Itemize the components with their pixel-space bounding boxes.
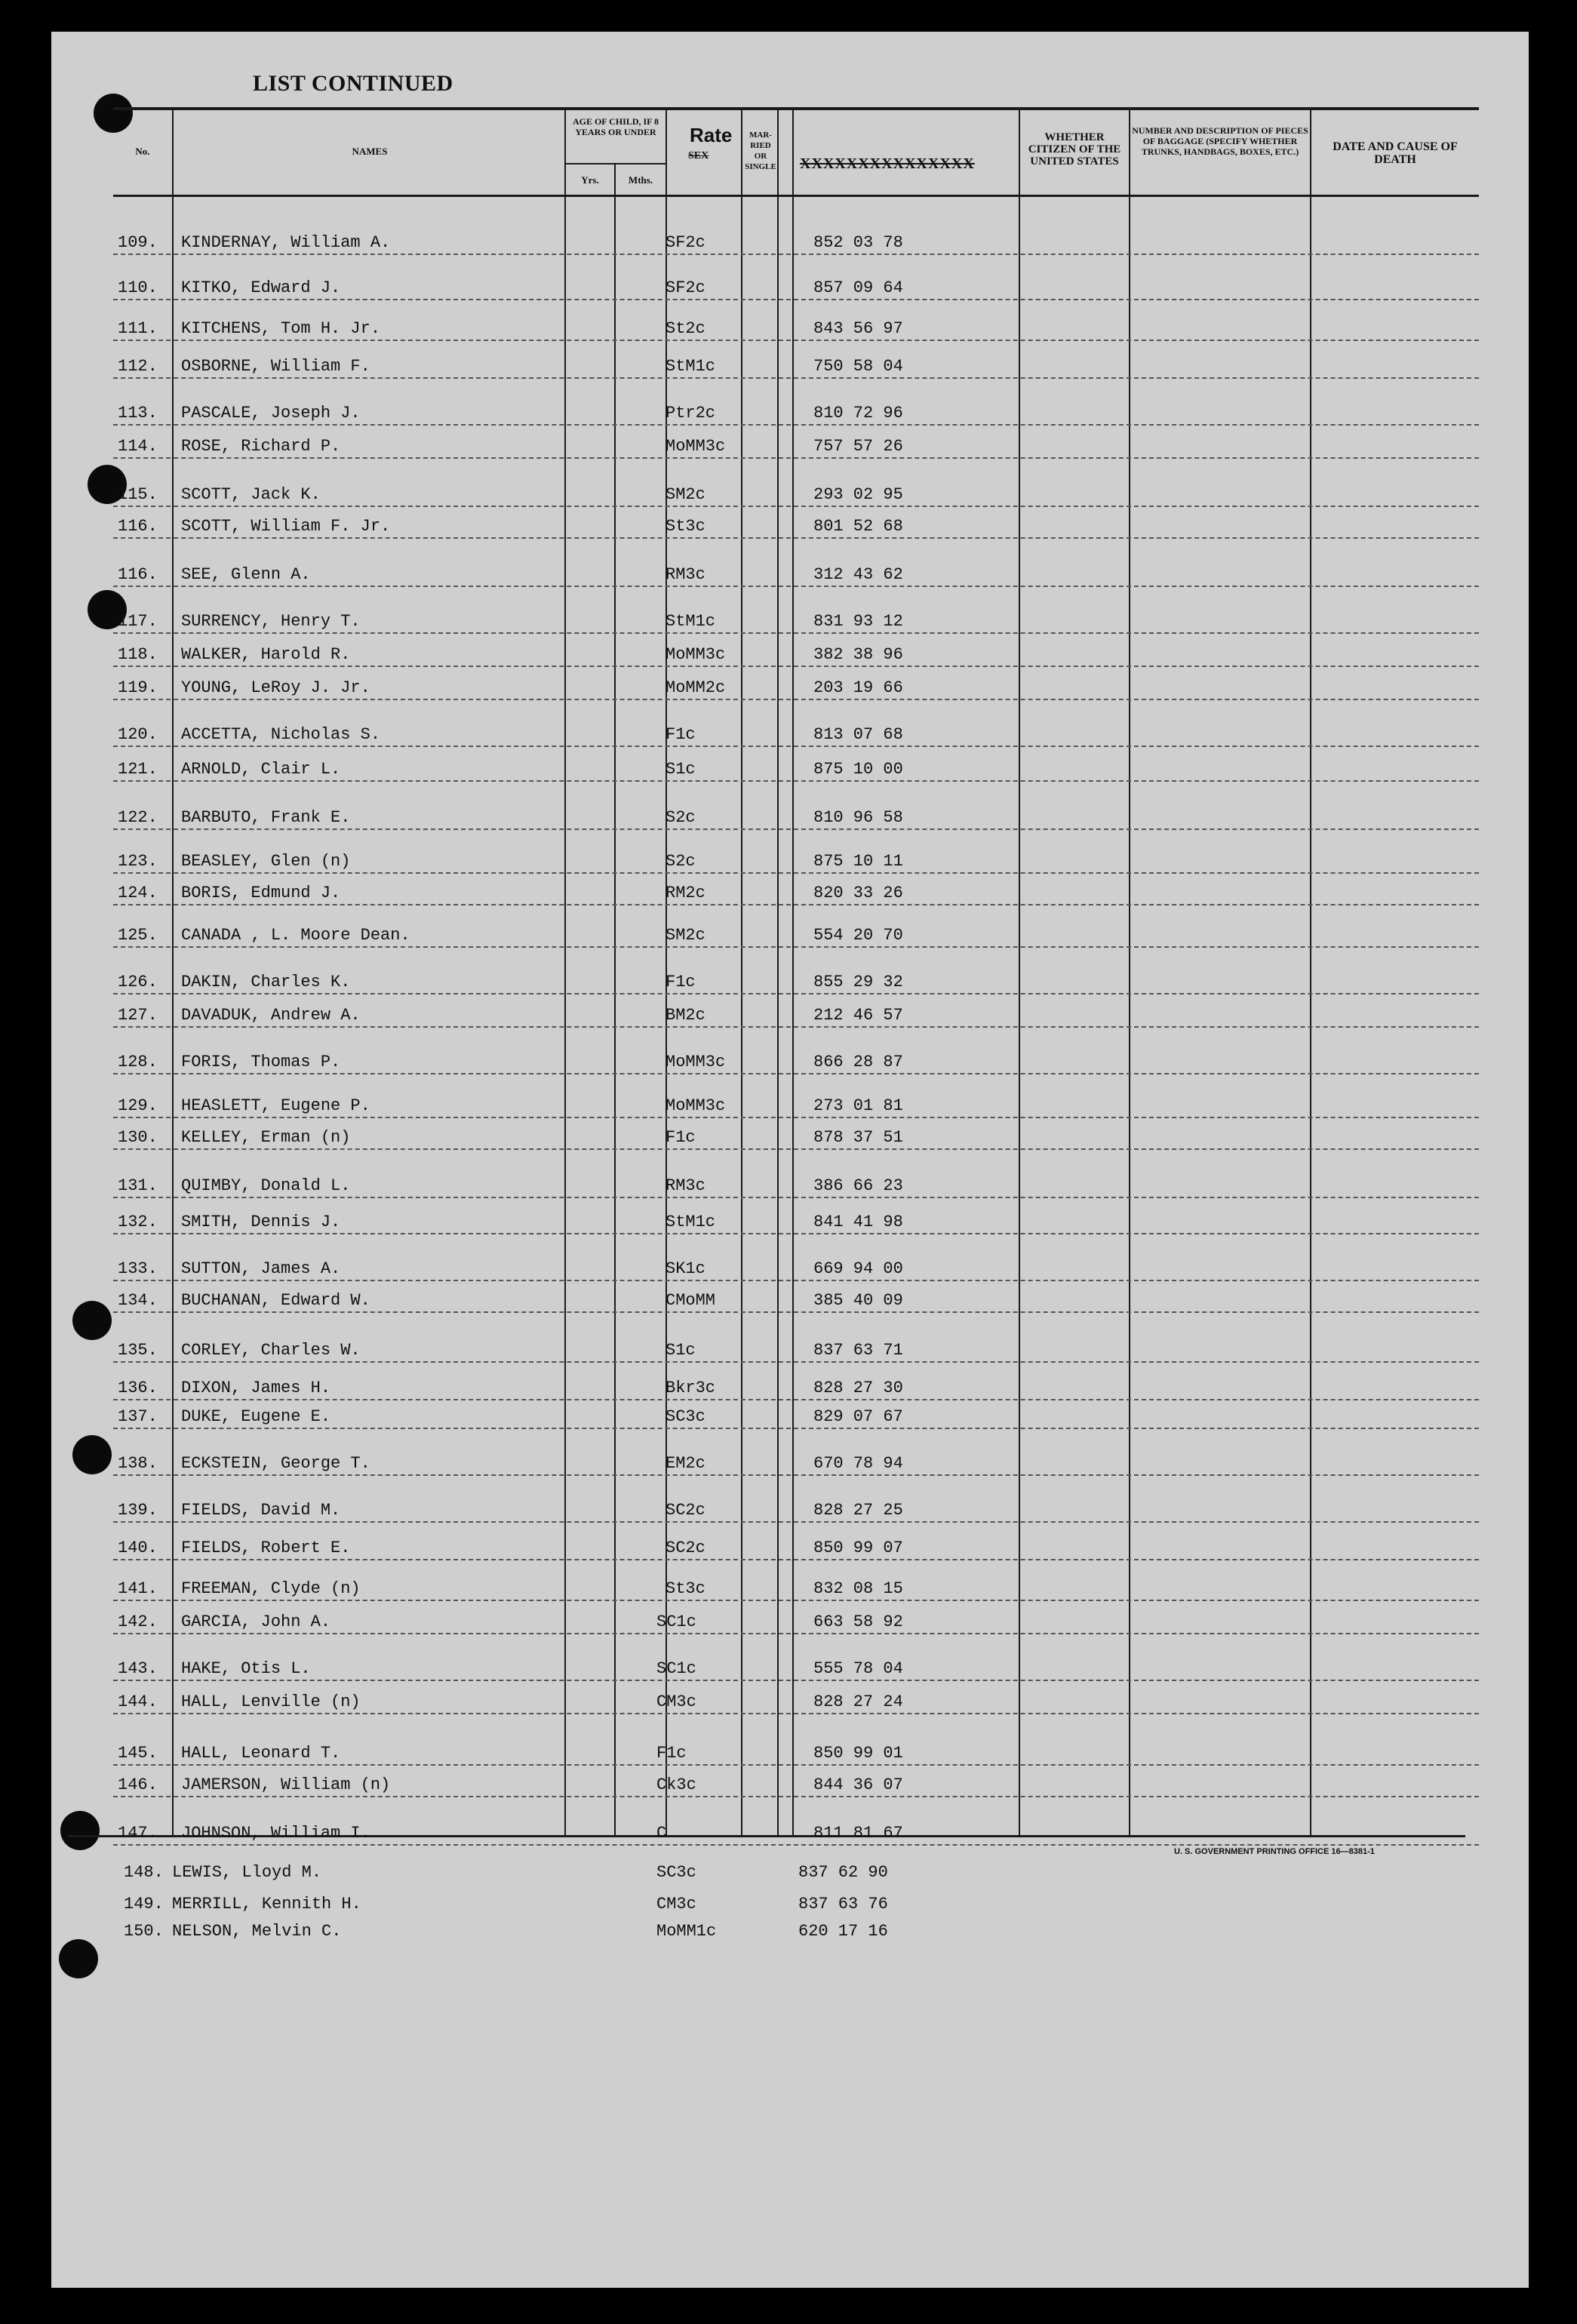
row-dotted-line	[113, 377, 1479, 379]
row-rate: Bkr3c	[666, 1379, 716, 1397]
row-rate: CM3c	[656, 1895, 696, 1914]
row-name: BARBUTO, Frank E.	[181, 808, 351, 827]
row-dotted-line	[113, 586, 1479, 587]
row-rate: CM3c	[656, 1692, 696, 1711]
row-dotted-line	[113, 1026, 1479, 1028]
row-service-number: 866 28 87	[813, 1053, 903, 1071]
row-name: FIELDS, David M.	[181, 1501, 341, 1520]
row-service-number: 386 66 23	[813, 1176, 903, 1195]
row-dotted-line	[113, 1474, 1479, 1476]
row-rate: EM2c	[666, 1454, 706, 1473]
row-rate: F1c	[666, 725, 696, 744]
row-name: SCOTT, Jack K.	[181, 485, 321, 504]
header-years: Yrs.	[581, 174, 599, 186]
row-number: 143.	[118, 1659, 158, 1678]
row-number: 129.	[118, 1096, 158, 1115]
row-dotted-line	[113, 699, 1479, 700]
row-service-number: 811 81 67	[813, 1824, 903, 1843]
row-name: SEE, Glenn A.	[181, 565, 311, 584]
row-service-number: 212 46 57	[813, 1006, 903, 1025]
header-no: No.	[135, 146, 150, 157]
row-dotted-line	[113, 1073, 1479, 1074]
row-number: 116.	[118, 565, 158, 584]
header-age-of-child: AGE OF CHILD, IF 8 YEARS OR UNDER	[572, 116, 659, 137]
row-service-number: 841 41 98	[813, 1213, 903, 1231]
row-number: 148.	[124, 1863, 164, 1882]
row-number: 144.	[118, 1692, 158, 1711]
table-top-border	[113, 107, 1479, 110]
row-service-number: 857 09 64	[813, 278, 903, 297]
row-name: PASCALE, Joseph J.	[181, 404, 361, 423]
row-number: 111.	[118, 319, 158, 338]
row-service-number: 837 62 90	[798, 1863, 888, 1882]
row-rate: MoMM2c	[666, 678, 726, 697]
row-service-number: 382 38 96	[813, 645, 903, 664]
punch-hole	[72, 1301, 112, 1340]
row-name: OSBORNE, William F.	[181, 357, 370, 376]
row-service-number: 831 93 12	[813, 612, 903, 631]
row-number: 122.	[118, 808, 158, 827]
row-number: 113.	[118, 404, 158, 423]
row-name: QUIMBY, Donald L.	[181, 1176, 351, 1195]
row-name: NELSON, Melvin C.	[172, 1922, 342, 1941]
punch-hole	[72, 1435, 112, 1474]
row-dotted-line	[113, 1399, 1479, 1400]
row-number: 123.	[118, 852, 158, 871]
row-dotted-line	[113, 1428, 1479, 1429]
row-dotted-line	[113, 1680, 1479, 1681]
row-name: HEASLETT, Eugene P.	[181, 1096, 370, 1115]
row-rate: RM3c	[666, 1176, 706, 1195]
header-names: NAMES	[352, 146, 388, 157]
row-rate: RM3c	[666, 565, 706, 584]
row-service-number: 273 01 81	[813, 1096, 903, 1115]
row-dotted-line	[113, 828, 1479, 830]
row-dotted-line	[113, 424, 1479, 426]
row-dotted-line	[113, 1559, 1479, 1560]
row-number: 133.	[118, 1259, 158, 1278]
row-rate: SC1c	[656, 1659, 696, 1678]
row-service-number: 844 36 07	[813, 1775, 903, 1794]
row-dotted-line	[113, 1233, 1479, 1234]
row-service-number: 878 37 51	[813, 1128, 903, 1147]
row-name: ARNOLD, Clair L.	[181, 760, 341, 779]
row-rate: CMoMM	[666, 1291, 716, 1310]
row-rate: S2c	[666, 852, 696, 871]
row-rate: S1c	[666, 760, 696, 779]
row-rate: S1c	[666, 1341, 696, 1360]
row-rate: SM2c	[666, 926, 706, 945]
row-name: DAKIN, Charles K.	[181, 973, 351, 991]
row-rate: St2c	[666, 319, 706, 338]
row-rate: MoMM1c	[656, 1922, 717, 1941]
row-dotted-line	[113, 946, 1479, 948]
row-number: 137.	[118, 1407, 158, 1426]
row-name: DIXON, James H.	[181, 1379, 331, 1397]
punch-hole	[60, 1811, 100, 1850]
row-name: FIELDS, Robert E.	[181, 1539, 351, 1557]
row-dotted-line	[113, 872, 1479, 874]
row-service-number: 828 27 24	[813, 1692, 903, 1711]
row-dotted-line	[113, 993, 1479, 994]
header-death: DATE AND CAUSE OF DEATH	[1333, 140, 1458, 166]
col-divider	[1129, 109, 1130, 1835]
row-number: 135.	[118, 1341, 158, 1360]
row-number: 141.	[118, 1579, 158, 1598]
row-name: ROSE, Richard P.	[181, 437, 341, 456]
row-service-number: 850 99 01	[813, 1744, 903, 1763]
row-rate: F1c	[656, 1744, 687, 1763]
row-number: 140.	[118, 1539, 158, 1557]
row-dotted-line	[113, 506, 1479, 507]
row-name: BORIS, Edmund J.	[181, 884, 341, 902]
col-divider	[777, 109, 779, 1835]
row-service-number: 875 10 00	[813, 760, 903, 779]
row-number: 118.	[118, 645, 158, 664]
header-months: Mths.	[628, 174, 653, 186]
col-divider	[1310, 109, 1311, 1835]
row-dotted-line	[113, 1521, 1479, 1523]
row-name: JOHNSON, William I.	[181, 1824, 370, 1843]
row-rate: RM2c	[666, 884, 706, 902]
row-dotted-line	[113, 1117, 1479, 1118]
row-name: BEASLEY, Glen (n)	[181, 852, 351, 871]
row-service-number: 837 63 71	[813, 1341, 903, 1360]
row-rate: C	[656, 1824, 667, 1843]
row-dotted-line	[113, 904, 1479, 905]
header-baggage: NUMBER AND DESCRIPTION OF PIECES OF BAGGAGE (SPECIFY WHETHER TRUNKS, HANDBAGS, BOXES, ETC.)	[1132, 125, 1308, 157]
row-rate: SC3c	[656, 1863, 696, 1882]
row-name: HAKE, Otis L.	[181, 1659, 311, 1678]
row-number: 121.	[118, 760, 158, 779]
header-sex: SEX	[688, 150, 709, 161]
row-service-number: 843 56 97	[813, 319, 903, 338]
row-service-number: 293 02 95	[813, 485, 903, 504]
row-dotted-line	[113, 1600, 1479, 1601]
row-name: GARCIA, John A.	[181, 1612, 331, 1631]
row-name: WALKER, Harold R.	[181, 645, 351, 664]
row-rate: MoMM3c	[666, 1096, 726, 1115]
row-name: BUCHANAN, Edward W.	[181, 1291, 370, 1310]
row-dotted-line	[113, 1280, 1479, 1281]
row-number: 131.	[118, 1176, 158, 1195]
row-number: 120.	[118, 725, 158, 744]
row-dotted-line	[113, 780, 1479, 782]
row-service-number: 750 58 04	[813, 357, 903, 376]
row-name: MERRILL, Kennith H.	[172, 1895, 361, 1914]
row-number: 132.	[118, 1213, 158, 1231]
col-divider	[614, 163, 616, 1835]
age-subheader-line	[564, 163, 667, 164]
row-name: SUTTON, James A.	[181, 1259, 341, 1278]
header-service-number: XXXXXXXXXXXXXXX	[800, 155, 975, 172]
row-number: 130.	[118, 1128, 158, 1147]
row-dotted-line	[113, 666, 1479, 667]
printing-office-note: U. S. GOVERNMENT PRINTING OFFICE 16—8381-1	[1174, 1847, 1375, 1856]
row-name: SCOTT, William F. Jr.	[181, 517, 391, 536]
row-number: 124.	[118, 884, 158, 902]
row-number: 149.	[124, 1895, 164, 1914]
row-number: 142.	[118, 1612, 158, 1631]
row-dotted-line	[113, 1311, 1479, 1313]
row-name: HALL, Lenville (n)	[181, 1692, 361, 1711]
row-dotted-line	[113, 340, 1479, 341]
row-name: KITKO, Edward J.	[181, 278, 341, 297]
row-rate: Ck3c	[656, 1775, 696, 1794]
row-name: KITCHENS, Tom H. Jr.	[181, 319, 381, 338]
header-married: MAR- RIED OR SINGLE	[745, 131, 776, 171]
row-service-number: 850 99 07	[813, 1539, 903, 1557]
row-name: SMITH, Dennis J.	[181, 1213, 341, 1231]
row-service-number: 670 78 94	[813, 1454, 903, 1473]
punch-hole	[94, 94, 133, 133]
row-name: KINDERNAY, William A.	[181, 233, 391, 252]
row-name: HALL, Leonard T.	[181, 1744, 341, 1763]
row-name: ECKSTEIN, George T.	[181, 1454, 370, 1473]
row-rate: St3c	[666, 1579, 706, 1598]
row-dotted-line	[113, 1148, 1479, 1150]
row-service-number: 852 03 78	[813, 233, 903, 252]
col-divider	[564, 109, 566, 1835]
row-number: 139.	[118, 1501, 158, 1520]
row-name: FREEMAN, Clyde (n)	[181, 1579, 361, 1598]
row-rate: SF2c	[666, 233, 706, 252]
row-dotted-line	[113, 1361, 1479, 1363]
header-bottom-border	[113, 195, 1479, 197]
row-dotted-line	[113, 745, 1479, 747]
header-citizen: WHETHER CITIZEN OF THE UNITED STATES	[1028, 131, 1121, 168]
row-name: ACCETTA, Nicholas S.	[181, 725, 381, 744]
row-dotted-line	[113, 1197, 1479, 1198]
row-service-number: 757 57 26	[813, 437, 903, 456]
row-service-number: 385 40 09	[813, 1291, 903, 1310]
row-number: 134.	[118, 1291, 158, 1310]
punch-hole	[59, 1939, 98, 1978]
row-service-number: 855 29 32	[813, 973, 903, 991]
col-divider	[1019, 109, 1020, 1835]
row-rate: StM1c	[666, 612, 716, 631]
row-name: YOUNG, LeRoy J. Jr.	[181, 678, 370, 697]
row-service-number: 663 58 92	[813, 1612, 903, 1631]
row-number: 115.	[118, 485, 158, 504]
row-rate: StM1c	[666, 1213, 716, 1231]
row-number: 146.	[118, 1775, 158, 1794]
row-name: CANADA , L. Moore Dean.	[181, 926, 410, 945]
row-service-number: 813 07 68	[813, 725, 903, 744]
col-divider	[792, 109, 794, 1835]
row-name: SURRENCY, Henry T.	[181, 612, 361, 631]
row-dotted-line	[113, 457, 1479, 459]
row-dotted-line	[113, 1796, 1479, 1797]
row-rate: SC2c	[666, 1539, 706, 1557]
row-number: 126.	[118, 973, 158, 991]
list-title: LIST CONTINUED	[253, 71, 453, 96]
row-name: CORLEY, Charles W.	[181, 1341, 361, 1360]
row-dotted-line	[113, 1764, 1479, 1766]
row-name: DAVADUK, Andrew A.	[181, 1006, 361, 1025]
row-rate: F1c	[666, 973, 696, 991]
row-number: 145.	[118, 1744, 158, 1763]
row-number: 116.	[118, 517, 158, 536]
row-service-number: 837 63 76	[798, 1895, 888, 1914]
row-service-number: 669 94 00	[813, 1259, 903, 1278]
row-dotted-line	[113, 1713, 1479, 1714]
row-service-number: 820 33 26	[813, 884, 903, 902]
row-number: 150.	[124, 1922, 164, 1941]
row-rate: BM2c	[666, 1006, 706, 1025]
header-rate: Rate	[690, 124, 733, 146]
row-dotted-line	[113, 1844, 1479, 1846]
row-dotted-line	[113, 632, 1479, 634]
row-number: 117.	[118, 612, 158, 631]
row-number: 119.	[118, 678, 158, 697]
row-dotted-line	[113, 537, 1479, 539]
row-rate: SM2c	[666, 485, 706, 504]
row-number: 147.	[118, 1824, 158, 1843]
row-service-number: 828 27 30	[813, 1379, 903, 1397]
row-dotted-line	[113, 254, 1479, 255]
row-name: JAMERSON, William (n)	[181, 1775, 391, 1794]
row-rate: S2c	[666, 808, 696, 827]
row-rate: MoMM3c	[666, 1053, 726, 1071]
row-service-number: 555 78 04	[813, 1659, 903, 1678]
row-number: 128.	[118, 1053, 158, 1071]
row-number: 114.	[118, 437, 158, 456]
row-name: DUKE, Eugene E.	[181, 1407, 331, 1426]
row-rate: St3c	[666, 517, 706, 536]
row-rate: MoMM3c	[666, 645, 726, 664]
row-service-number: 554 20 70	[813, 926, 903, 945]
row-rate: F1c	[666, 1128, 696, 1147]
row-service-number: 801 52 68	[813, 517, 903, 536]
row-dotted-line	[113, 1633, 1479, 1634]
row-number: 127.	[118, 1006, 158, 1025]
row-number: 136.	[118, 1379, 158, 1397]
col-divider	[741, 109, 742, 1835]
row-number: 112.	[118, 357, 158, 376]
row-service-number: 875 10 11	[813, 852, 903, 871]
col-divider	[172, 109, 174, 1835]
row-name: FORIS, Thomas P.	[181, 1053, 341, 1071]
row-service-number: 312 43 62	[813, 565, 903, 584]
row-number: 138.	[118, 1454, 158, 1473]
row-service-number: 829 07 67	[813, 1407, 903, 1426]
row-service-number: 810 96 58	[813, 808, 903, 827]
row-dotted-line	[113, 299, 1479, 300]
row-service-number: 810 72 96	[813, 404, 903, 423]
row-rate: SF2c	[666, 278, 706, 297]
row-rate: SC1c	[656, 1612, 696, 1631]
row-name: LEWIS, Lloyd M.	[172, 1863, 322, 1882]
row-service-number: 620 17 16	[798, 1922, 888, 1941]
row-rate: Ptr2c	[666, 404, 716, 423]
row-number: 125.	[118, 926, 158, 945]
row-name: KELLEY, Erman (n)	[181, 1128, 351, 1147]
row-rate: SK1c	[666, 1259, 706, 1278]
row-number: 109.	[118, 233, 158, 252]
row-service-number: 203 19 66	[813, 678, 903, 697]
row-rate: SC3c	[666, 1407, 706, 1426]
row-rate: SC2c	[666, 1501, 706, 1520]
row-number: 110.	[118, 278, 158, 297]
row-service-number: 832 08 15	[813, 1579, 903, 1598]
row-service-number: 828 27 25	[813, 1501, 903, 1520]
row-rate: StM1c	[666, 357, 716, 376]
row-rate: MoMM3c	[666, 437, 726, 456]
